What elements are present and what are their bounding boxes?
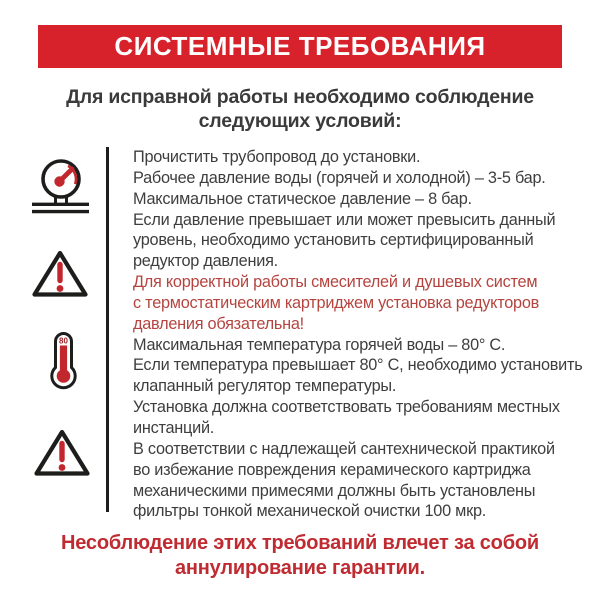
thermometer-temperature-label: 80: [59, 336, 68, 346]
warranty-warning-line-1: Несоблюдение этих требований влечет за собой: [61, 532, 539, 554]
warning-triangle-icon: [33, 428, 91, 478]
requirement-line: Максимальное статическое давление – 8 бар.: [133, 189, 472, 208]
page-title: СИСТЕМНЫЕ ТРЕБОВАНИЯ: [114, 31, 486, 61]
requirement-line: уровень, необходимо установить сертифицированный: [133, 231, 534, 250]
requirement-line: фильтры тонкой механической очистки 100 мкр.: [133, 502, 487, 521]
intro-text: [0, 86, 600, 133]
vertical-divider: [106, 147, 109, 512]
warranty-warning-line-2: аннулирование гарантии.: [175, 557, 425, 579]
requirement-line: Для корректной работы смесителей и душевых систем: [133, 273, 538, 292]
requirement-line: Рабочее давление воды (горячей и холодной) – 3-5 бар.: [133, 168, 546, 187]
pressure-gauge-icon: [31, 158, 90, 215]
requirement-line: Прочистить трубопровод до установки.: [133, 148, 421, 166]
requirement-line: клапанный регулятор температуры.: [133, 377, 397, 396]
requirement-line: давления обязательна!: [133, 314, 304, 333]
requirements-list: [133, 147, 583, 522]
requirement-line: Максимальная температура горячей воды – 80° C.: [133, 335, 506, 354]
thermometer-icon: [48, 331, 79, 390]
requirement-line: Если температура превышает 80° C, необходимо установить: [133, 356, 583, 375]
requirement-line: редуктор давления.: [133, 252, 278, 271]
warranty-warning: [0, 531, 600, 581]
requirement-line: механическими примесями должны быть установлены: [133, 481, 536, 500]
requirement-line: инстанций.: [133, 418, 215, 437]
intro-line-2: следующих условий:: [198, 109, 402, 132]
header-banner: [38, 25, 562, 68]
requirement-line: В соответствии с надлежащей сантехнической практикой: [133, 439, 555, 458]
requirement-line: с термостатическим картриджем установка редукторов: [133, 293, 540, 312]
requirement-line: Если давление превышает или может превысить данный: [133, 210, 556, 229]
intro-line-1: Для исправной работы необходимо соблюдение: [66, 86, 534, 108]
warning-triangle-icon: [31, 249, 89, 299]
requirement-line: Установка должна соответствовать требованиям местных: [133, 398, 560, 417]
requirement-line: во избежание повреждения керамического картриджа: [133, 460, 531, 479]
